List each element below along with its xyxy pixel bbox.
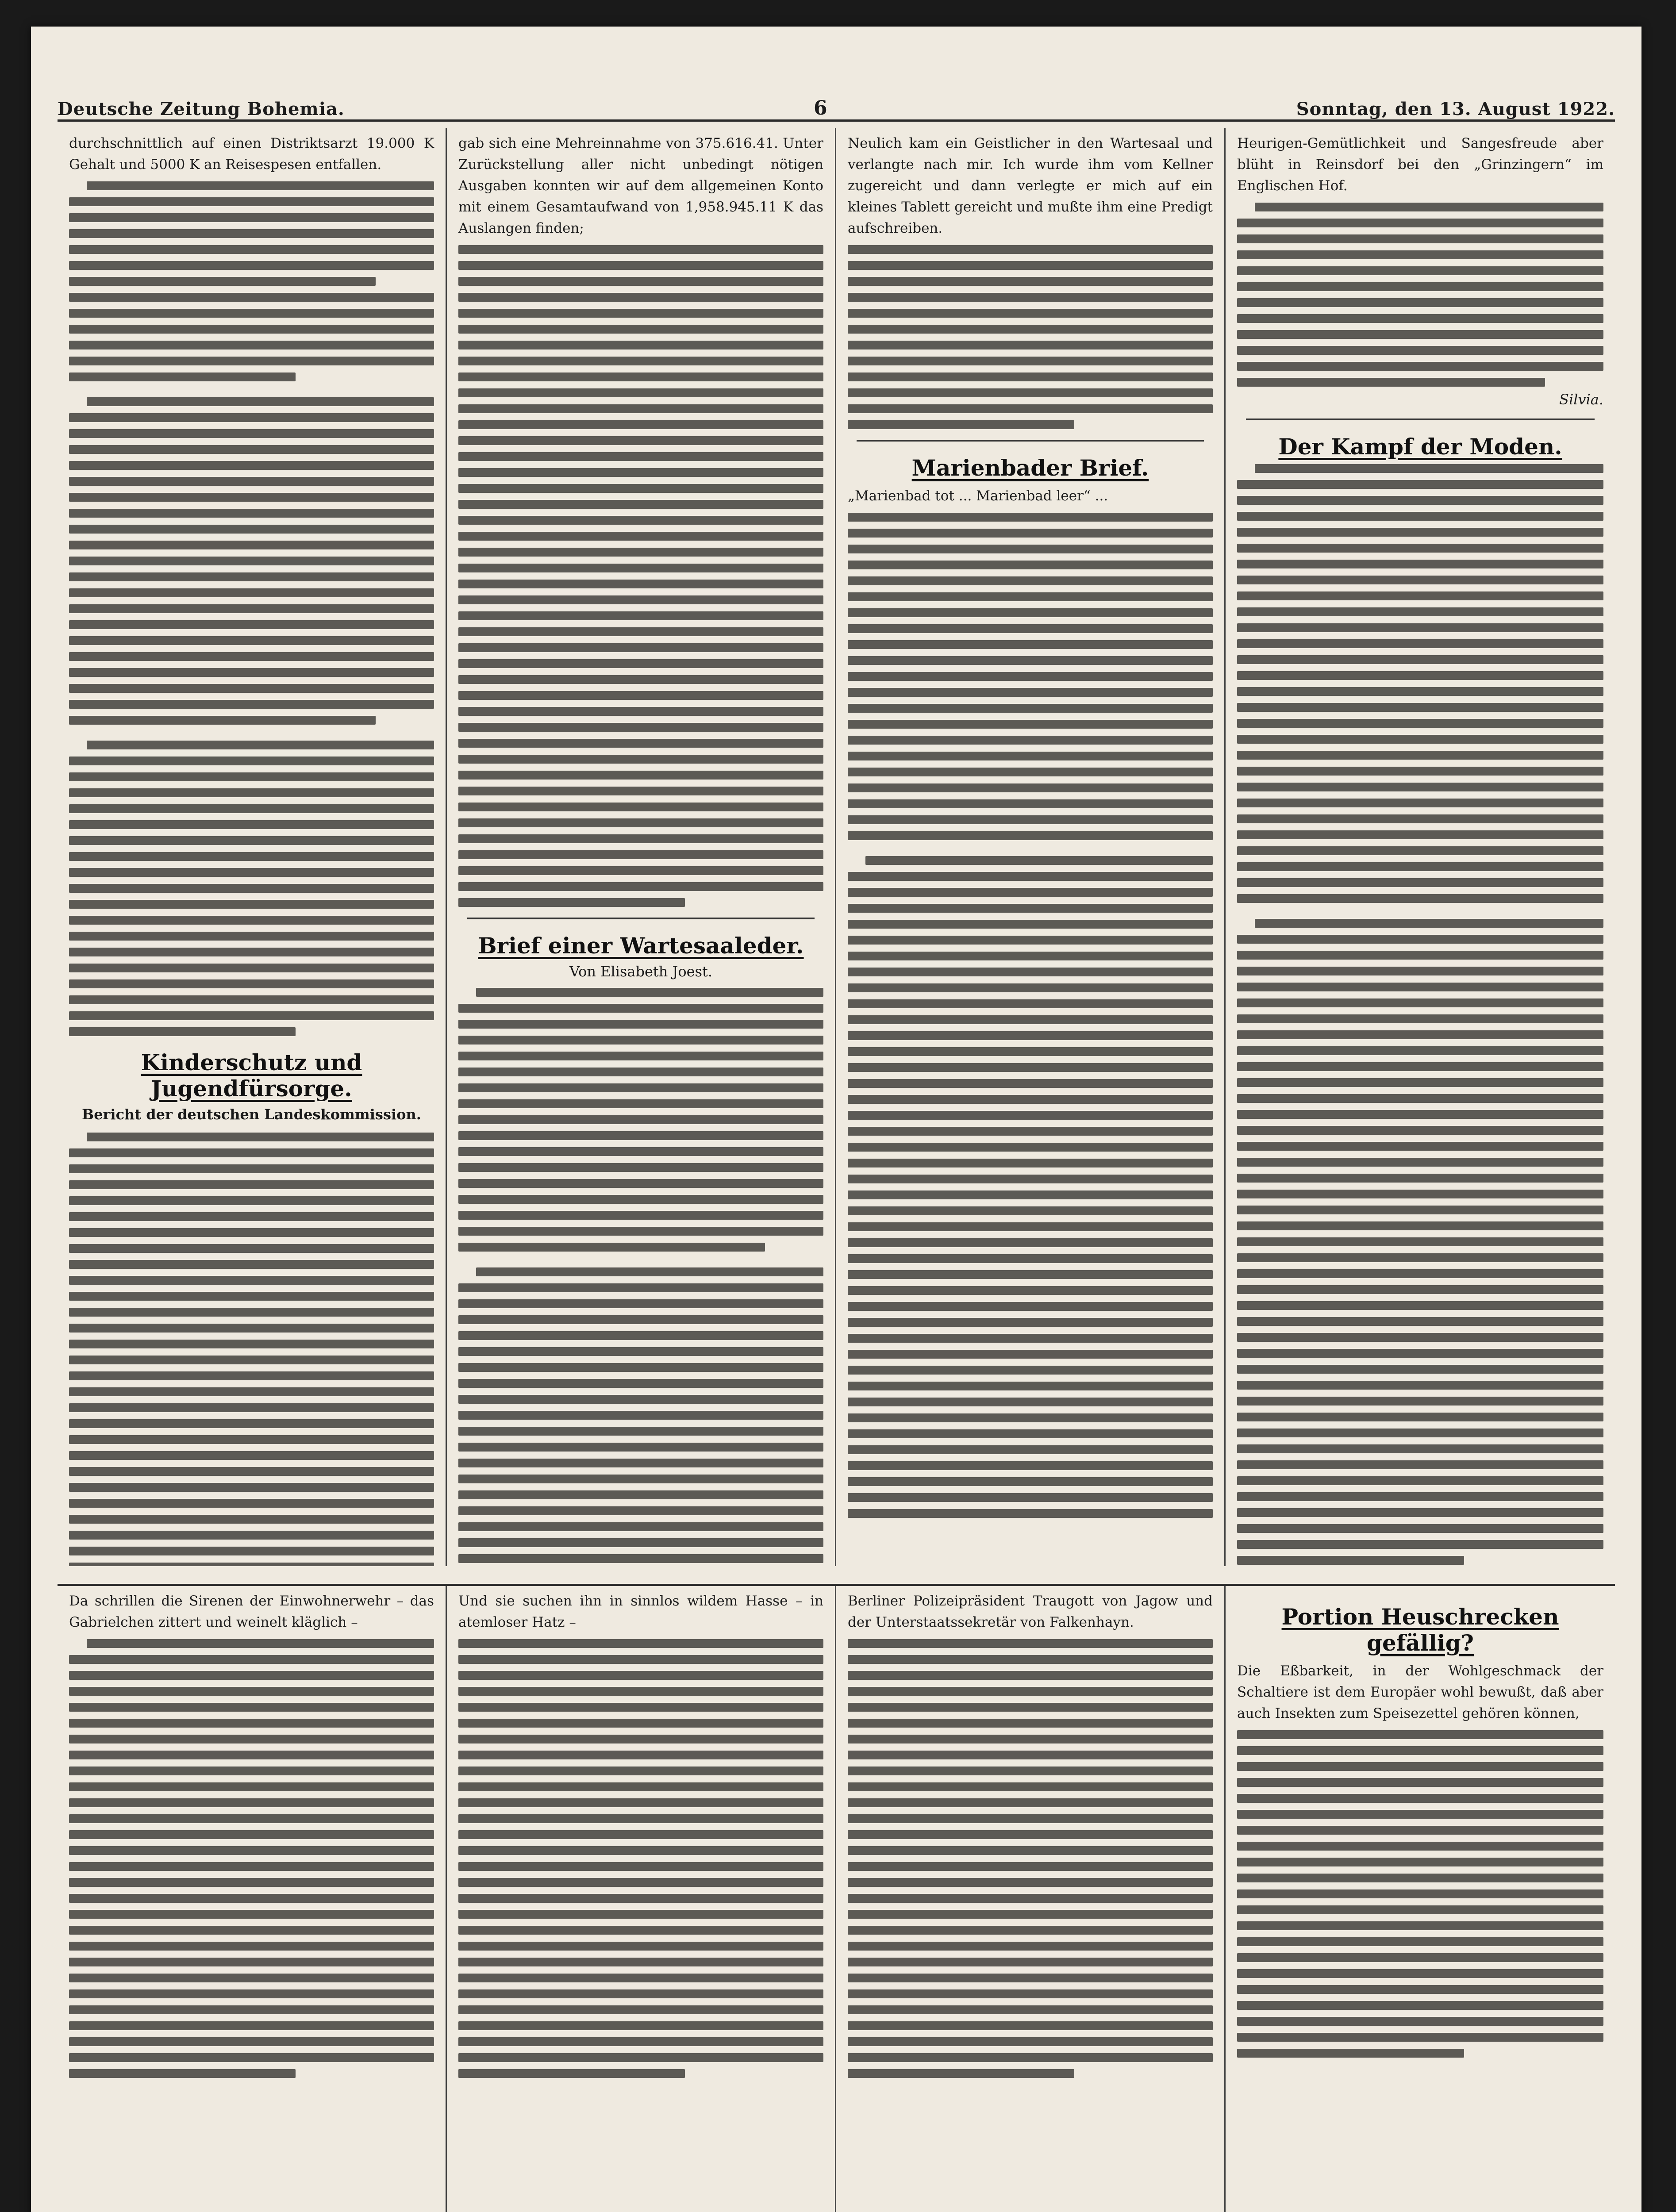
section-divider [467,918,815,919]
column-4-lead: Heurigen-Gemütlichkeit und Sangesfreude aber blüht in Reinsdorf bei den „Grinzingern“ im Englischen Hof. [1237,135,1603,194]
kampf-headline: Der Kampf der Moden. [1278,434,1562,460]
brief-headline: Brief einer Wartesaaleder. [478,933,804,959]
column-2-lead: gab sich eine Mehreinnahme von 375.616.41. Unter Zurückstellung aller nicht unbedingt nötigen Ausgaben konnten wir auf dem allgemeinen Konto mit einem Gesamtaufwand von 1,958.945.11 K das Auslangen finden; [458,135,823,237]
masthead-title: Deutsche Zeitung Bohemia. [58,99,345,119]
kampf-text-block [1237,464,1603,1565]
column-3-text-block [848,245,1213,429]
kinderschutz-text-block [69,1133,434,1566]
bottom-column-1 [58,1586,447,2212]
column-3 [836,128,1226,1566]
bottom-column-2 [447,1586,836,2212]
column-4-text-block [1237,203,1603,387]
bottom-column-3-lead: Berliner Polizeipräsident Traugott von Jagow und der Unterstaatssekretär von Falkenhayn. [848,1593,1213,1631]
bottom-column-3-text-block [848,1639,1213,2078]
marienbad-text-block [848,513,1213,1518]
column-1 [58,128,447,1566]
column-3-lead: Neulich kam ein Geistlicher in den Wartesaal und verlangte nach mir. Ich wurde ihm vom Kellner zugereicht und dann verlegte er mich auf ein kleines Tablett gereicht und mußte ihm eine Predigt aufschreiben. [848,135,1213,237]
brief-text-block [458,988,823,1566]
column-1-lead: durchschnittlich auf einen Distriktsarzt 19.000 K Gehalt und 5000 K an Reisespesen entfallen. [69,135,434,173]
bottom-column-1-text-block [69,1639,434,2078]
bottom-column-4-text-block [1237,1730,1603,2058]
marienbad-headline: Marienbader Brief. [911,455,1149,481]
section-divider [857,440,1204,442]
issue-date: Sonntag, den 13. August 1922. [1296,99,1615,119]
bottom-columns [58,1584,1615,2212]
bottom-column-4-lead: Die Eßbarkeit, in der Wohlgeschmack der Schaltiere ist dem Europäer wohl bewußt, daß aber auch Insekten zum Speisezettel gehören können, [1237,1663,1603,1722]
column-2-text-block [458,245,823,907]
bottom-column-2-lead: Und sie suchen ihn in sinnlos wildem Hasse – in atemloser Hatz – [458,1593,823,1631]
kinderschutz-headline: Kinderschutz und Jugendfürsorge. [141,1049,362,1102]
kinderschutz-subheadline: Bericht der deutschen Landeskommission. [82,1106,421,1123]
column-2 [447,128,836,1566]
newspaper-page [31,27,1641,2212]
bottom-column-2-text-block [458,1639,823,2078]
brief-byline: Von Elisabeth Joest. [569,963,713,980]
page-header [58,80,1615,122]
portion-headline: Portion Heuschrecken gefällig? [1281,1604,1559,1656]
column-1-text-block [69,181,434,1036]
section-divider [1246,419,1595,420]
page-number: 6 [813,97,827,119]
bottom-column-1-lead: Da schrillen die Sirenen der Einwohnerwehr – das Gabrielchen zittert und weinelt kläglich – [69,1593,434,1631]
marienbad-quote: „Marienbad tot ... Marienbad leer“ ... [848,488,1108,504]
bottom-column-3 [836,1586,1226,2212]
bottom-column-4 [1226,1586,1615,2212]
article-signature: Silvia. [1559,391,1603,408]
column-4 [1226,128,1615,1566]
top-columns [58,128,1615,1566]
